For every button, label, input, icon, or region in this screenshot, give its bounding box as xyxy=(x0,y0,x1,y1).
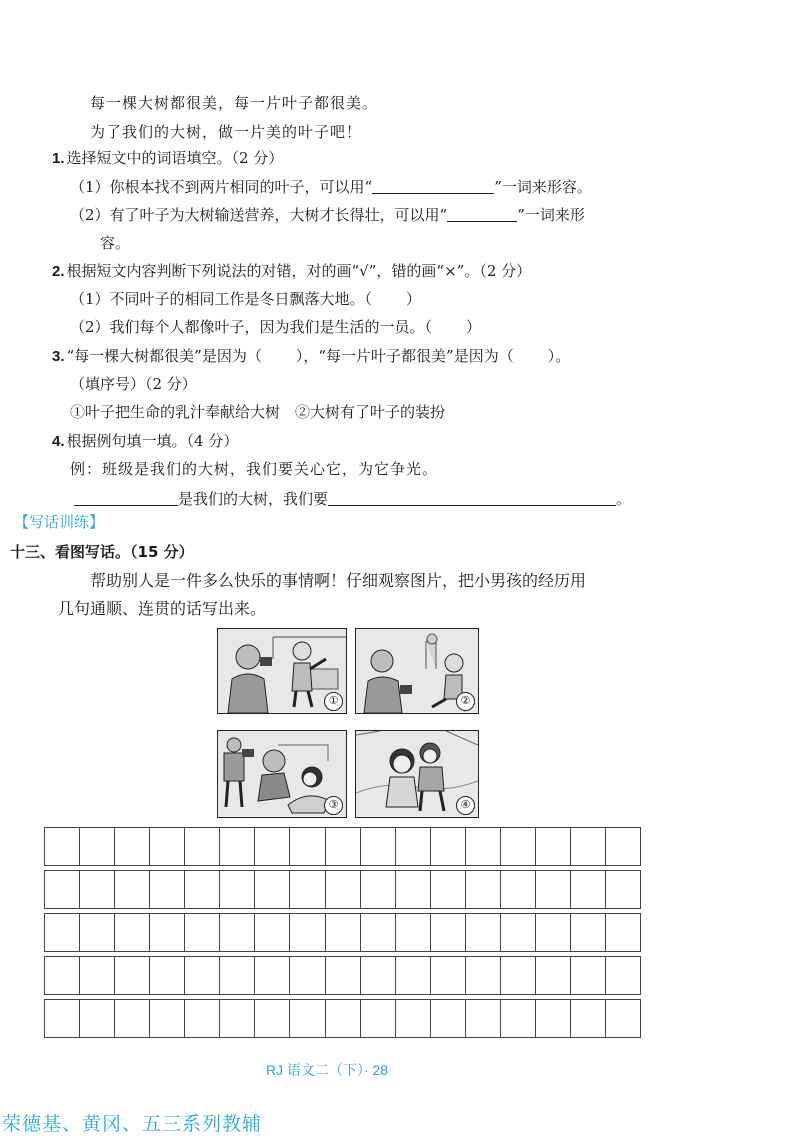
question-2-title xyxy=(52,260,531,283)
grid-cell[interactable] xyxy=(466,828,501,865)
grid-cell[interactable] xyxy=(536,1000,571,1037)
sub-question-text: ”一词来形容。 xyxy=(494,178,592,196)
grid-row xyxy=(44,999,641,1038)
grid-cell[interactable] xyxy=(361,871,396,908)
grid-cell[interactable] xyxy=(220,871,255,908)
grid-cell[interactable] xyxy=(326,914,361,951)
grid-cell[interactable] xyxy=(45,871,80,908)
grid-cell[interactable] xyxy=(571,828,606,865)
sub-question-text: ） xyxy=(406,290,422,308)
passage-line-1: 每一棵大树都很美，每一片叶子都很美。 xyxy=(90,94,379,112)
grid-cell[interactable] xyxy=(606,828,641,865)
grid-cell[interactable] xyxy=(185,914,220,951)
grid-cell[interactable] xyxy=(361,957,396,994)
question-4-title xyxy=(52,430,238,453)
question-text: 根据例句填一填。（4 分） xyxy=(66,432,239,450)
question-number: 1. xyxy=(52,150,65,167)
grid-cell[interactable] xyxy=(185,828,220,865)
grid-cell[interactable] xyxy=(536,828,571,865)
grid-cell[interactable] xyxy=(80,871,115,908)
grid-cell[interactable] xyxy=(115,828,150,865)
grid-cell[interactable] xyxy=(255,828,290,865)
grid-cell[interactable] xyxy=(255,1000,290,1037)
grid-cell[interactable] xyxy=(150,871,185,908)
grid-cell[interactable] xyxy=(571,914,606,951)
grid-cell[interactable] xyxy=(396,828,431,865)
question-text: 选择短文中的词语填空。（2 分） xyxy=(66,149,284,167)
grid-cell[interactable] xyxy=(45,828,80,865)
question-1-sub-2-cont: 容。 xyxy=(100,234,131,252)
picture-number: ① xyxy=(324,692,343,711)
question-number: 4. xyxy=(52,433,65,450)
answer-blank[interactable] xyxy=(74,489,178,506)
question-number: 2. xyxy=(52,263,65,280)
grid-cell[interactable] xyxy=(45,914,80,951)
question-text: ），“每一片叶子都很美”是因为（ xyxy=(295,347,514,365)
grid-cell[interactable] xyxy=(501,957,536,994)
grid-cell[interactable] xyxy=(45,1000,80,1037)
brand-footer: 荣德基、黄冈、五三系列教辅 xyxy=(2,1113,263,1135)
picture-number: ② xyxy=(456,692,475,711)
question-text: ）。 xyxy=(547,347,571,365)
grid-cell[interactable] xyxy=(466,1000,501,1037)
sub-question-text: ”一词来形 xyxy=(517,206,585,224)
grid-cell[interactable] xyxy=(255,957,290,994)
grid-cell[interactable] xyxy=(255,914,290,951)
grid-cell[interactable] xyxy=(396,1000,431,1037)
grid-cell[interactable] xyxy=(571,1000,606,1037)
grid-cell[interactable] xyxy=(606,957,641,994)
grid-cell[interactable] xyxy=(80,914,115,951)
picture-1 xyxy=(217,628,347,714)
grid-cell[interactable] xyxy=(396,957,431,994)
question-2-sub-2 xyxy=(70,316,481,338)
grid-cell[interactable] xyxy=(396,871,431,908)
grid-cell[interactable] xyxy=(501,1000,536,1037)
sub-question-text: （2）有了叶子为大树输送营养，大树才长得壮，可以用“ xyxy=(70,206,448,224)
grid-cell[interactable] xyxy=(606,914,641,951)
grid-cell[interactable] xyxy=(361,1000,396,1037)
grid-cell[interactable] xyxy=(431,828,466,865)
grid-cell[interactable] xyxy=(290,871,325,908)
question-1-sub-1 xyxy=(70,176,592,198)
question-4-example: 例：班级是我们的大树，我们要关心它，为它争光。 xyxy=(70,460,439,478)
question-number: 3. xyxy=(52,348,65,365)
grid-cell[interactable] xyxy=(326,871,361,908)
question-3-note: （填序号）（2 分） xyxy=(70,375,197,393)
grid-cell[interactable] xyxy=(220,1000,255,1037)
sub-question-text: ） xyxy=(466,318,482,336)
grid-cell[interactable] xyxy=(536,914,571,951)
grid-cell[interactable] xyxy=(150,914,185,951)
grid-cell[interactable] xyxy=(431,957,466,994)
grid-cell[interactable] xyxy=(571,957,606,994)
grid-cell[interactable] xyxy=(80,1000,115,1037)
grid-cell[interactable] xyxy=(185,1000,220,1037)
grid-cell[interactable] xyxy=(536,871,571,908)
grid-cell[interactable] xyxy=(115,1000,150,1037)
question-text: 根据短文内容判断下列说法的对错，对的画“√”，错的画“×”。（2 分） xyxy=(66,262,532,280)
grid-cell[interactable] xyxy=(326,1000,361,1037)
grid-cell[interactable] xyxy=(255,871,290,908)
grid-row xyxy=(44,913,641,952)
grid-cell[interactable] xyxy=(431,1000,466,1037)
grid-cell[interactable] xyxy=(290,957,325,994)
picture-3 xyxy=(217,730,347,818)
question-3-options: ①叶子把生命的乳汁奉献给大树 ②大树有了叶子的装扮 xyxy=(70,403,446,421)
grid-cell[interactable] xyxy=(150,957,185,994)
section-tag: 【写话训练】 xyxy=(14,514,105,531)
question-13-title: 十三、看图写话。（15 分） xyxy=(10,543,194,561)
grid-cell[interactable] xyxy=(185,871,220,908)
grid-cell[interactable] xyxy=(606,871,641,908)
grid-cell[interactable] xyxy=(431,914,466,951)
grid-cell[interactable] xyxy=(290,1000,325,1037)
passage-line-2: 为了我们的大树，做一片美的叶子吧！ xyxy=(90,123,363,141)
grid-cell[interactable] xyxy=(326,957,361,994)
grid-cell[interactable] xyxy=(501,828,536,865)
question-text: “每一棵大树都很美”是因为（ xyxy=(66,347,262,365)
sub-question-text: （1）不同叶子的相同工作是冬日飘落大地。（ xyxy=(70,290,373,308)
grid-cell[interactable] xyxy=(466,957,501,994)
question-text: 是我们的大树，我们要 xyxy=(178,490,329,508)
grid-cell[interactable] xyxy=(115,871,150,908)
grid-cell[interactable] xyxy=(361,828,396,865)
grid-row xyxy=(44,827,641,866)
grid-cell[interactable] xyxy=(606,1000,641,1037)
grid-cell[interactable] xyxy=(326,828,361,865)
sub-question-text: （2）我们每个人都像叶子，因为我们是生活的一员。（ xyxy=(70,318,433,336)
grid-cell[interactable] xyxy=(150,1000,185,1037)
grid-cell[interactable] xyxy=(361,914,396,951)
grid-row xyxy=(44,870,641,909)
question-2-sub-1 xyxy=(70,288,421,310)
question-13-text-1: 帮助别人是一件多么快乐的事情啊！仔细观察图片，把小男孩的经历用 xyxy=(90,571,587,590)
answer-blank[interactable] xyxy=(372,177,494,194)
grid-cell[interactable] xyxy=(501,914,536,951)
sub-question-text: （1）你根本找不到两片相同的叶子，可以用“ xyxy=(70,178,373,196)
question-4-fill-line xyxy=(74,488,631,510)
grid-cell[interactable] xyxy=(431,871,466,908)
grid-cell[interactable] xyxy=(290,914,325,951)
question-13-text-2: 几句通顺、连贯的话写出来。 xyxy=(58,599,267,618)
answer-blank[interactable] xyxy=(328,489,616,506)
question-1-sub-2 xyxy=(70,204,585,226)
writing-grid[interactable] xyxy=(44,827,641,1042)
grid-cell[interactable] xyxy=(115,957,150,994)
picture-2 xyxy=(355,628,479,714)
grid-cell[interactable] xyxy=(80,957,115,994)
grid-cell[interactable] xyxy=(150,828,185,865)
grid-cell[interactable] xyxy=(536,957,571,994)
grid-cell[interactable] xyxy=(220,828,255,865)
picture-4 xyxy=(355,730,479,818)
grid-cell[interactable] xyxy=(220,914,255,951)
grid-cell[interactable] xyxy=(571,871,606,908)
grid-row xyxy=(44,956,641,995)
picture-number: ④ xyxy=(456,796,475,815)
picture-number: ③ xyxy=(324,796,343,815)
grid-cell[interactable] xyxy=(466,914,501,951)
grid-cell[interactable] xyxy=(45,957,80,994)
grid-cell[interactable] xyxy=(185,957,220,994)
grid-cell[interactable] xyxy=(80,828,115,865)
question-text: 。 xyxy=(616,490,632,508)
question-3-title xyxy=(52,345,570,368)
grid-cell[interactable] xyxy=(115,914,150,951)
answer-blank[interactable] xyxy=(447,205,517,222)
grid-cell[interactable] xyxy=(396,914,431,951)
grid-cell[interactable] xyxy=(501,871,536,908)
question-1-title xyxy=(52,147,283,170)
grid-cell[interactable] xyxy=(220,957,255,994)
page-footer: RJ 语文二（下）· 28 xyxy=(265,1062,389,1078)
grid-cell[interactable] xyxy=(466,871,501,908)
grid-cell[interactable] xyxy=(290,828,325,865)
